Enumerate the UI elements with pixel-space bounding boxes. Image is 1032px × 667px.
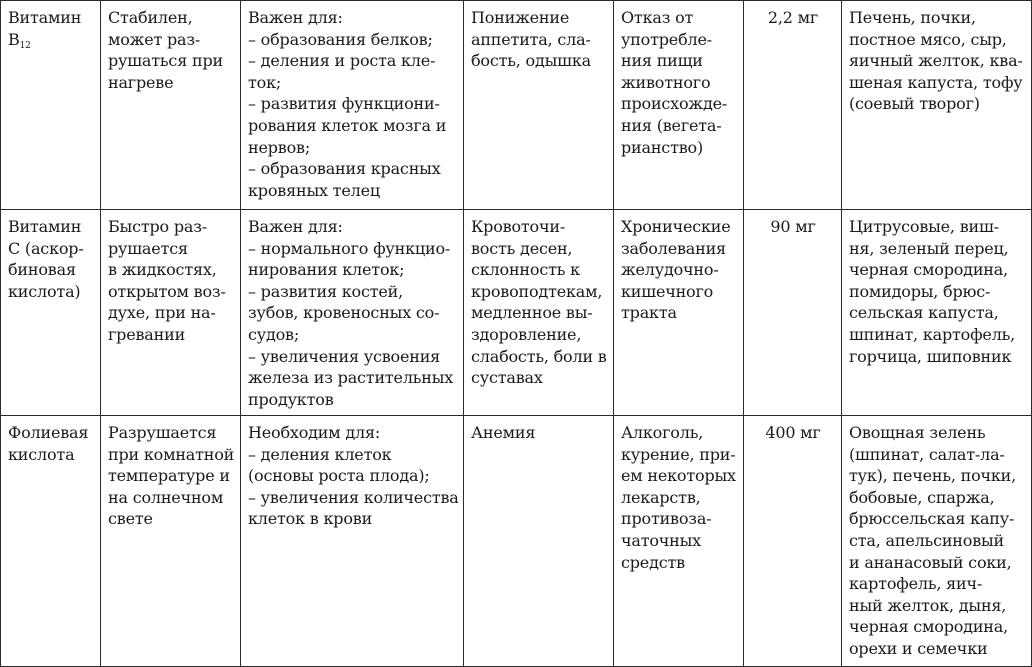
risk-line: курение, при-: [621, 444, 736, 464]
dose-value: 400 мг: [765, 423, 821, 442]
role-line: – нормального функцио-: [248, 238, 451, 258]
risk-line: Хронические: [621, 217, 731, 236]
sources-line: черная смородина,: [849, 260, 1008, 280]
role-cell: [241, 416, 464, 667]
sources-line: и ананасовый соки,: [849, 552, 1012, 572]
stability-line: Быстро раз-: [108, 217, 207, 236]
sources-cell: [842, 416, 1032, 667]
dose-value: 90 мг: [770, 217, 816, 236]
role-line: Важен для:: [248, 8, 343, 27]
role-line: – увеличения усвоения: [248, 346, 441, 366]
vitamin-name-line: Фолиевая: [8, 423, 89, 442]
risk-line: кишечного: [621, 281, 714, 301]
vitamin-name-text: Витамин: [8, 8, 82, 27]
sources-line: бобовые, спаржа,: [849, 487, 995, 507]
deficiency-line: суставах: [471, 368, 543, 388]
role-line: зубов, кровеносных со-: [248, 303, 440, 323]
sources-cell: [842, 1, 1032, 210]
vitamin-name-cell: [1, 210, 101, 416]
vitamin-letter: B: [8, 29, 20, 49]
risk-line: ния пищи: [621, 51, 703, 71]
dose-cell: [744, 210, 842, 416]
sources-line: помидоры, брюс-: [849, 281, 991, 301]
dose-cell: [744, 416, 842, 667]
role-line: Важен для:: [248, 217, 343, 236]
vitamin-name-cell: [1, 1, 101, 210]
table-row: [1, 1, 1032, 210]
stability-line: может раз-: [108, 29, 201, 49]
vitamin-name-line: биновая: [8, 260, 76, 280]
sources-line: Цитрусовые, виш-: [849, 217, 999, 236]
stability-cell: [101, 210, 241, 416]
stability-line: Разрушается: [108, 423, 217, 442]
role-line: – деления и роста кле-: [248, 51, 436, 71]
sources-line: сельская капуста,: [849, 303, 999, 323]
deficiency-line: аппетита, сла-: [471, 29, 591, 49]
role-line: клеток в крови: [248, 509, 373, 529]
role-line: нирования клеток;: [248, 260, 405, 280]
stability-line: открытом воз-: [108, 281, 226, 301]
role-line: – деления клеток: [248, 444, 392, 464]
deficiency-cell: [464, 1, 614, 210]
sources-line: Овощная зелень: [849, 423, 986, 442]
sources-line: ный желток, дыня,: [849, 595, 1007, 615]
deficiency-line: Понижение: [471, 8, 570, 27]
stability-line: духе, при на-: [108, 303, 216, 323]
stability-line: в жидкостях,: [108, 260, 217, 280]
role-line: нервов;: [248, 137, 311, 157]
role-cell: [241, 210, 464, 416]
risk-line: заболевания: [621, 238, 726, 258]
sources-line: постное мясо, сыр,: [849, 29, 1007, 49]
vitamin-name-cell: [1, 416, 101, 667]
role-line: железа из растительных: [248, 368, 454, 388]
stability-line: при комнатной: [108, 444, 235, 464]
vitamin-subscript: 12: [19, 40, 31, 51]
stability-cell: [101, 416, 241, 667]
sources-line: горчица, шиповник: [849, 346, 1012, 366]
deficiency-line: Кровоточи-: [471, 217, 566, 236]
sources-line: шеная капуста, тофу: [849, 72, 1023, 92]
risk-line: Отказ от: [621, 8, 694, 27]
risk-line: лекарств,: [621, 487, 701, 507]
stability-cell: [101, 1, 241, 210]
deficiency-cell: [464, 210, 614, 416]
role-line: – образования белков;: [248, 29, 433, 49]
vitamin-name-line: кислота): [8, 281, 81, 301]
sources-line: (соевый творог): [849, 94, 980, 114]
dose-value: 2,2 мг: [767, 8, 819, 27]
deficiency-line: бость, одышка: [471, 51, 591, 71]
table-row: [1, 416, 1032, 667]
sources-line: Печень, почки,: [849, 8, 976, 27]
vitamin-name-line2: [8, 29, 94, 51]
risk-line: рианство): [621, 137, 704, 157]
sources-line: яичный желток, ква-: [849, 51, 1023, 71]
role-line: (основы роста плода);: [248, 466, 430, 486]
table-row: [1, 210, 1032, 416]
risk-line: Алкоголь,: [621, 423, 704, 442]
role-line: – развития костей,: [248, 281, 404, 301]
role-line: судов;: [248, 324, 300, 344]
risk-line: животного: [621, 72, 711, 92]
stability-line: гревании: [108, 324, 186, 344]
stability-line: рушаться при: [108, 51, 223, 71]
role-line: – образования красных: [248, 159, 441, 179]
vitamin-name-line: кислота: [8, 444, 75, 464]
role-line: рования клеток мозга и: [248, 115, 447, 135]
sources-line: ня, зеленый перец,: [849, 238, 1009, 258]
sources-cell: [842, 210, 1032, 416]
role-cell: [241, 1, 464, 210]
stability-line: на солнечном: [108, 487, 224, 507]
risk-line: тракта: [621, 303, 677, 323]
deficiency-line: здоровление,: [471, 324, 582, 344]
role-line: Необходим для:: [248, 423, 381, 442]
sources-line: картофель, яич-: [849, 574, 983, 594]
sources-line: брюссельская капу-: [849, 509, 1015, 529]
stability-line: Стабилен,: [108, 8, 193, 27]
dose-cell: [744, 1, 842, 210]
stability-line: нагреве: [108, 72, 174, 92]
deficiency-line: медленное вы-: [471, 303, 593, 323]
sources-line: черная смородина,: [849, 617, 1008, 637]
stability-line: рушается: [108, 238, 188, 258]
sources-line: ста, апельсиновый: [849, 530, 1004, 550]
sources-line: орехи и семечки: [849, 638, 988, 658]
deficiency-line: слабость, боли в: [471, 346, 607, 366]
deficiency-line: вость десен,: [471, 238, 573, 258]
risk-line: желудочно-: [621, 260, 719, 280]
risk-line: происхожде-: [621, 94, 728, 114]
deficiency-cell: [464, 416, 614, 667]
stability-line: свете: [108, 509, 153, 529]
risk-cell: [614, 1, 744, 210]
deficiency-line: Анемия: [471, 423, 536, 442]
role-line: продуктов: [248, 389, 334, 409]
risk-line: противоза-: [621, 509, 712, 529]
sources-line: шпинат, картофель,: [849, 324, 1016, 344]
sources-line: тук), печень, почки,: [849, 466, 1017, 486]
sources-line: (шпинат, салат-ла-: [849, 444, 1005, 464]
risk-line: ем некоторых: [621, 466, 736, 486]
stability-line: температуре и: [108, 466, 230, 486]
role-line: ток;: [248, 72, 282, 92]
risk-line: ния (вегета-: [621, 115, 722, 135]
deficiency-line: склонность к: [471, 260, 580, 280]
vitamin-name-line: Витамин: [8, 217, 82, 236]
deficiency-line: кровоподтекам,: [471, 281, 603, 301]
role-line: кровяных телец: [248, 180, 380, 200]
risk-line: чаточных: [621, 530, 702, 550]
role-line: – увеличения количества: [248, 487, 459, 507]
risk-line: средств: [621, 552, 685, 572]
risk-cell: [614, 416, 744, 667]
risk-line: употребле-: [621, 29, 712, 49]
vitamin-name-line: С (аскор-: [8, 238, 84, 258]
risk-cell: [614, 210, 744, 416]
role-line: – развития функциони-: [248, 94, 440, 114]
